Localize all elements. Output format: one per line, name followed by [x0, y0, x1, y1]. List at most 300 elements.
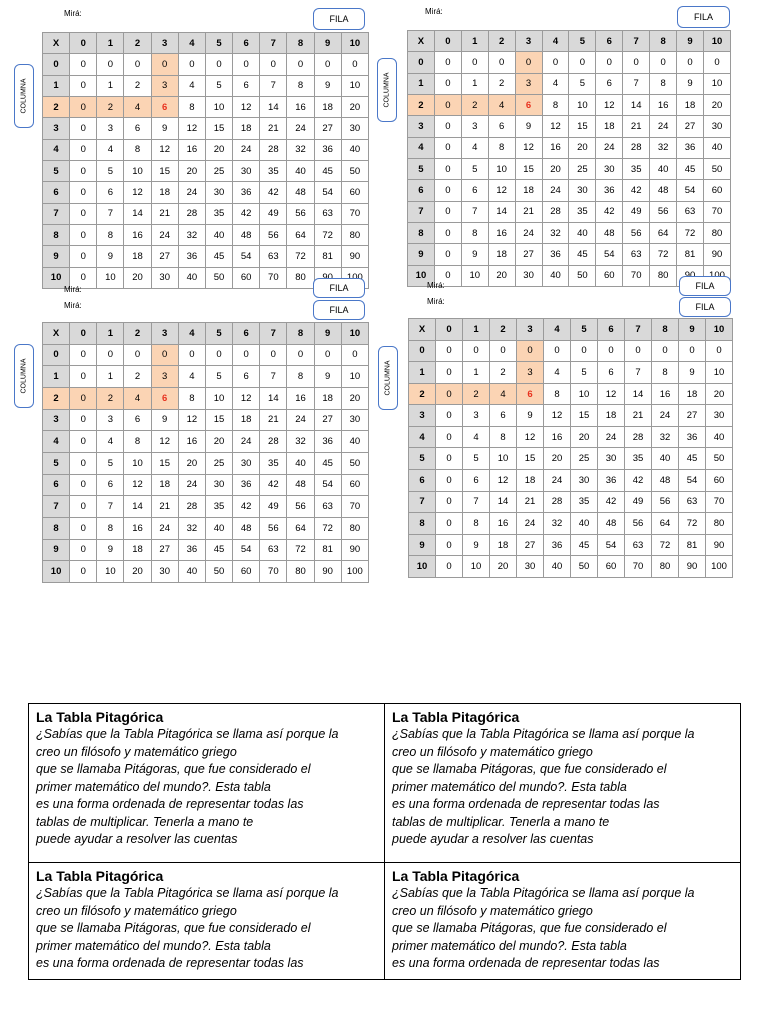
table-cell: 35	[260, 452, 287, 474]
table-cell: 1	[97, 75, 124, 96]
table-cell: 30	[341, 118, 368, 139]
table-cell: 35	[205, 496, 232, 518]
table-cell: 18	[677, 94, 704, 115]
table-cell: 0	[434, 94, 461, 115]
table-cell: 40	[341, 431, 368, 453]
row-header-cell: 10	[43, 561, 70, 583]
column-header-cell: 8	[287, 33, 314, 54]
columna-label: COLUMNA	[384, 360, 392, 396]
table-cell: 0	[623, 52, 650, 73]
table-cell: 28	[260, 139, 287, 160]
table-cell: 90	[679, 556, 706, 578]
card-text-line: creo un filósofo y matemático griego	[392, 903, 593, 918]
table-cell: 20	[205, 431, 232, 453]
table-cell: 6	[598, 362, 625, 384]
table-cell: 56	[287, 203, 314, 224]
column-header-cell: 8	[287, 323, 314, 345]
mira-label: Mirá:	[64, 285, 82, 294]
table-cell: 50	[569, 265, 596, 286]
table-cell: 25	[205, 160, 232, 181]
table-cell: 0	[436, 470, 463, 492]
pythagorean-table	[407, 30, 731, 287]
table-cell: 72	[287, 246, 314, 267]
table-cell: 0	[205, 54, 232, 75]
row-header-cell: 5	[408, 158, 435, 179]
table-cell: 30	[233, 160, 260, 181]
table-cell: 12	[178, 409, 205, 431]
table-cell: 32	[287, 139, 314, 160]
table-cell: 28	[178, 496, 205, 518]
card-text-line: es una forma ordenada de representar todas las	[36, 797, 304, 811]
table-cell: 70	[260, 267, 287, 288]
row-header-cell: 4	[43, 431, 70, 453]
table-cell: 48	[596, 222, 623, 243]
table-row	[409, 383, 733, 405]
table-cell: 30	[706, 405, 733, 427]
columna-label: COLUMNA	[20, 78, 28, 114]
table-row	[43, 387, 369, 409]
table-cell: 100	[706, 556, 733, 578]
table-cell: 0	[652, 340, 679, 362]
table-cell: 0	[571, 340, 598, 362]
table-cell: 81	[314, 539, 341, 561]
table-cell: 12	[488, 180, 515, 201]
table-cell: 40	[542, 265, 569, 286]
table-cell: 0	[124, 54, 151, 75]
table-cell: 27	[677, 116, 704, 137]
table-cell: 64	[652, 513, 679, 535]
table-cell: 60	[703, 180, 730, 201]
table-cell: 9	[97, 539, 124, 561]
table-cell: 24	[178, 474, 205, 496]
table-cell: 9	[97, 246, 124, 267]
table-cell: 48	[652, 470, 679, 492]
table-cell: 0	[341, 54, 368, 75]
info-card	[385, 863, 741, 980]
fila-button[interactable]: FILA	[679, 297, 731, 317]
table-cell: 10	[124, 452, 151, 474]
table-cell: 60	[341, 182, 368, 203]
table-cell: 8	[544, 383, 571, 405]
table-cell: 21	[260, 409, 287, 431]
table-cell: 18	[490, 534, 517, 556]
table-cell: 1	[463, 362, 490, 384]
table-cell: 0	[178, 344, 205, 366]
table-cell: 32	[652, 426, 679, 448]
card-text-line: creo un filósofo y matemático griego	[392, 744, 593, 759]
table-cell: 80	[287, 267, 314, 288]
table-cell: 15	[151, 452, 178, 474]
row-header-cell: 3	[43, 409, 70, 431]
table-cell: 72	[314, 517, 341, 539]
table-cell: 35	[623, 158, 650, 179]
table-cell: 6	[488, 116, 515, 137]
table-row	[43, 431, 369, 453]
table-cell: 48	[233, 224, 260, 245]
table-cell: 28	[544, 491, 571, 513]
table-row	[43, 182, 369, 203]
table-cell: 60	[233, 267, 260, 288]
row-header-cell: 5	[43, 160, 70, 181]
table-row	[409, 448, 733, 470]
table-cell: 18	[488, 244, 515, 265]
card-title: La Tabla Pitagórica	[36, 709, 164, 725]
table-cell: 6	[463, 470, 490, 492]
columna-button[interactable]	[378, 346, 398, 410]
pythagorean-table	[42, 322, 369, 583]
table-cell: 20	[124, 267, 151, 288]
columna-button[interactable]	[377, 58, 397, 122]
table-cell: 45	[205, 246, 232, 267]
table-cell: 10	[490, 448, 517, 470]
table-cell: 0	[703, 52, 730, 73]
table-cell: 81	[679, 534, 706, 556]
table-row	[43, 54, 369, 75]
table-cell: 12	[542, 116, 569, 137]
table-cell: 4	[178, 366, 205, 388]
table-cell: 90	[341, 246, 368, 267]
table-row	[43, 203, 369, 224]
table-cell: 28	[542, 201, 569, 222]
table-cell: 5	[463, 448, 490, 470]
column-header-cell: 9	[677, 31, 704, 52]
table-cell: 32	[544, 513, 571, 535]
table-row	[409, 405, 733, 427]
table-cell: 20	[490, 556, 517, 578]
row-header-cell: 0	[409, 340, 436, 362]
table-cell: 18	[517, 470, 544, 492]
table-cell: 15	[569, 116, 596, 137]
column-header-cell: 9	[679, 319, 706, 341]
column-header-cell: 2	[124, 33, 151, 54]
row-header-cell: 2	[43, 96, 70, 117]
table-cell: 45	[677, 158, 704, 179]
row-header-cell: 6	[409, 470, 436, 492]
row-header-cell: 2	[43, 387, 70, 409]
table-cell: 8	[652, 362, 679, 384]
row-header-cell: 9	[43, 246, 70, 267]
table-row	[43, 539, 369, 561]
table-cell: 18	[679, 383, 706, 405]
table-cell: 0	[70, 139, 97, 160]
table-cell: 48	[233, 517, 260, 539]
table-cell: 70	[703, 201, 730, 222]
table-cell: 50	[341, 160, 368, 181]
table-cell: 18	[151, 182, 178, 203]
table-cell: 56	[625, 513, 652, 535]
table-cell: 9	[151, 409, 178, 431]
table-cell: 30	[515, 265, 542, 286]
table-cell: 12	[490, 470, 517, 492]
table-cell: 0	[151, 344, 178, 366]
row-header-cell: 6	[408, 180, 435, 201]
table-cell: 42	[623, 180, 650, 201]
table-cell: 9	[314, 366, 341, 388]
table-cell: 40	[205, 224, 232, 245]
table-cell: 9	[461, 244, 488, 265]
table-cell: 0	[151, 54, 178, 75]
column-header-cell: 6	[233, 33, 260, 54]
table-cell: 5	[461, 158, 488, 179]
table-cell: 63	[314, 203, 341, 224]
table-cell: 30	[233, 452, 260, 474]
table-cell: 21	[625, 405, 652, 427]
table-cell: 72	[314, 224, 341, 245]
columna-button[interactable]	[14, 64, 34, 128]
table-cell: 8	[287, 75, 314, 96]
table-cell: 80	[341, 517, 368, 539]
table-cell: 1	[97, 366, 124, 388]
table-row	[409, 340, 733, 362]
table-cell: 6	[490, 405, 517, 427]
table-cell: 24	[542, 180, 569, 201]
table-cell: 30	[151, 561, 178, 583]
table-cell: 20	[178, 452, 205, 474]
info-card	[385, 704, 741, 863]
table-cell: 0	[70, 409, 97, 431]
row-header-cell: 4	[43, 139, 70, 160]
row-header-cell: 8	[43, 517, 70, 539]
table-cell: 3	[97, 409, 124, 431]
fila-button[interactable]: FILA	[677, 6, 730, 28]
table-cell: 32	[287, 431, 314, 453]
column-header-cell: 0	[436, 319, 463, 341]
table-cell: 9	[515, 116, 542, 137]
table-cell: 21	[517, 491, 544, 513]
table-cell: 30	[571, 470, 598, 492]
table-cell: 2	[490, 362, 517, 384]
row-header-cell: 3	[408, 116, 435, 137]
table-row	[409, 362, 733, 384]
table-cell: 16	[178, 139, 205, 160]
table-cell: 36	[233, 474, 260, 496]
table-row	[43, 366, 369, 388]
table-cell: 70	[625, 556, 652, 578]
table-cell: 4	[97, 139, 124, 160]
table-cell: 48	[598, 513, 625, 535]
table-cell: 45	[569, 244, 596, 265]
table-cell: 0	[341, 344, 368, 366]
table-cell: 27	[314, 409, 341, 431]
mira-label: Mirá:	[64, 301, 82, 310]
table-cell: 0	[569, 52, 596, 73]
table-cell: 36	[679, 426, 706, 448]
table-cell: 0	[434, 265, 461, 286]
table-cell: 0	[542, 52, 569, 73]
table-cell: 7	[463, 491, 490, 513]
table-cell: 8	[178, 96, 205, 117]
table-cell: 40	[287, 452, 314, 474]
table-cell: 6	[517, 383, 544, 405]
column-header-cell: 1	[97, 33, 124, 54]
row-header-cell: 0	[43, 344, 70, 366]
column-header-cell: 4	[178, 323, 205, 345]
table-cell: 0	[70, 203, 97, 224]
table-cell: 9	[679, 362, 706, 384]
table-cell: 8	[490, 426, 517, 448]
table-cell: 0	[314, 54, 341, 75]
table-cell: 24	[178, 182, 205, 203]
table-cell: 32	[542, 222, 569, 243]
card-text-line: que se llamaba Pitágoras, que fue considerado el	[36, 921, 311, 935]
fila-button[interactable]: FILA	[313, 8, 365, 30]
table-cell: 6	[97, 182, 124, 203]
table-cell: 4	[461, 137, 488, 158]
fila-button[interactable]: FILA	[313, 300, 365, 320]
card-text-line: puede ayudar a resolver las cuentas	[36, 832, 238, 846]
table-cell: 49	[260, 496, 287, 518]
table-cell: 0	[434, 52, 461, 73]
table-cell: 70	[260, 561, 287, 583]
table-cell: 0	[436, 556, 463, 578]
fila-button[interactable]: FILA	[313, 278, 365, 298]
table-cell: 12	[517, 426, 544, 448]
table-cell: 27	[151, 246, 178, 267]
table-cell: 45	[571, 534, 598, 556]
table-cell: 10	[463, 556, 490, 578]
row-header-cell: 8	[43, 224, 70, 245]
table-cell: 0	[625, 340, 652, 362]
table-cell: 0	[260, 344, 287, 366]
table-cell: 12	[178, 118, 205, 139]
table-cell: 6	[596, 73, 623, 94]
fila-button[interactable]: FILA	[679, 276, 731, 296]
table-cell: 20	[341, 96, 368, 117]
table-row	[408, 158, 731, 179]
table-cell: 56	[260, 224, 287, 245]
table-cell: 70	[623, 265, 650, 286]
table-row	[43, 344, 369, 366]
table-cell: 90	[703, 244, 730, 265]
table-cell: 63	[679, 491, 706, 513]
table-cell: 6	[124, 118, 151, 139]
card-title: La Tabla Pitagórica	[36, 868, 164, 884]
card-text-line: que se llamaba Pitágoras, que fue considerado el	[392, 921, 667, 935]
table-cell: 0	[70, 267, 97, 288]
table-cell: 0	[70, 496, 97, 518]
table-cell: 24	[233, 431, 260, 453]
column-header-cell: 0	[70, 323, 97, 345]
table-cell: 9	[463, 534, 490, 556]
table-cell: 9	[151, 118, 178, 139]
table-cell: 9	[517, 405, 544, 427]
column-header-cell: 1	[461, 31, 488, 52]
table-cell: 8	[463, 513, 490, 535]
table-cell: 0	[436, 340, 463, 362]
column-header-cell: 7	[625, 319, 652, 341]
table-cell: 30	[341, 409, 368, 431]
table-cell: 16	[124, 224, 151, 245]
row-header-cell: 3	[43, 118, 70, 139]
table-cell: 30	[596, 158, 623, 179]
table-cell: 0	[70, 54, 97, 75]
row-header-cell: 1	[43, 366, 70, 388]
table-cell: 32	[178, 224, 205, 245]
row-header-cell: 1	[43, 75, 70, 96]
table-cell: 20	[706, 383, 733, 405]
table-cell: 24	[515, 222, 542, 243]
table-cell: 0	[233, 344, 260, 366]
table-cell: 16	[490, 513, 517, 535]
table-cell: 56	[652, 491, 679, 513]
table-cell: 21	[151, 496, 178, 518]
table-cell: 0	[463, 340, 490, 362]
table-cell: 21	[260, 118, 287, 139]
card-text-line: ¿Sabías que la Tabla Pitagórica se llama así porque la	[36, 727, 339, 741]
table-cell: 0	[488, 52, 515, 73]
table-cell: 7	[97, 203, 124, 224]
table-cell: 80	[652, 556, 679, 578]
column-header-cell: 10	[341, 323, 368, 345]
table-row	[43, 474, 369, 496]
table-cell: 2	[97, 96, 124, 117]
table-cell: 0	[461, 52, 488, 73]
table-cell: 32	[650, 137, 677, 158]
table-row	[409, 426, 733, 448]
table-cell: 4	[488, 94, 515, 115]
card-text-line: ¿Sabías que la Tabla Pitagórica se llama así porque la	[392, 886, 695, 900]
table-cell: 0	[70, 224, 97, 245]
card-text-line: tablas de multiplicar. Tenerla a mano te	[36, 814, 254, 829]
table-cell: 60	[598, 556, 625, 578]
table-cell: 36	[233, 182, 260, 203]
table-cell: 28	[260, 431, 287, 453]
row-header-cell: 7	[43, 203, 70, 224]
table-cell: 27	[515, 244, 542, 265]
table-row	[409, 556, 733, 578]
table-cell: 10	[97, 561, 124, 583]
column-header-cell: 2	[488, 31, 515, 52]
table-cell: 8	[97, 224, 124, 245]
table-cell: 5	[205, 366, 232, 388]
table-row	[43, 496, 369, 518]
table-cell: 6	[97, 474, 124, 496]
table-row	[408, 73, 731, 94]
table-cell: 0	[205, 344, 232, 366]
table-cell: 30	[598, 448, 625, 470]
table-cell: 50	[341, 452, 368, 474]
table-row	[43, 452, 369, 474]
header-row	[43, 323, 369, 345]
table-cell: 24	[544, 470, 571, 492]
table-cell: 0	[70, 118, 97, 139]
columna-button[interactable]	[14, 344, 34, 408]
table-row	[43, 246, 369, 267]
row-header-cell: 10	[409, 556, 436, 578]
table-cell: 80	[706, 513, 733, 535]
table-row	[408, 244, 731, 265]
table-cell: 4	[97, 431, 124, 453]
table-cell: 5	[97, 452, 124, 474]
table-cell: 16	[544, 426, 571, 448]
table-cell: 0	[434, 73, 461, 94]
table-cell: 56	[650, 201, 677, 222]
table-row	[408, 180, 731, 201]
table-cell: 10	[205, 387, 232, 409]
table-cell: 24	[151, 224, 178, 245]
table-cell: 8	[178, 387, 205, 409]
column-header-cell: 3	[151, 33, 178, 54]
row-header-cell: 5	[43, 452, 70, 474]
table-cell: 8	[542, 94, 569, 115]
table-cell: 2	[124, 75, 151, 96]
table-cell: 10	[569, 94, 596, 115]
row-header-cell: 3	[409, 405, 436, 427]
table-cell: 8	[124, 431, 151, 453]
table-cell: 18	[233, 118, 260, 139]
row-header-cell: 9	[409, 534, 436, 556]
table-cell: 28	[178, 203, 205, 224]
